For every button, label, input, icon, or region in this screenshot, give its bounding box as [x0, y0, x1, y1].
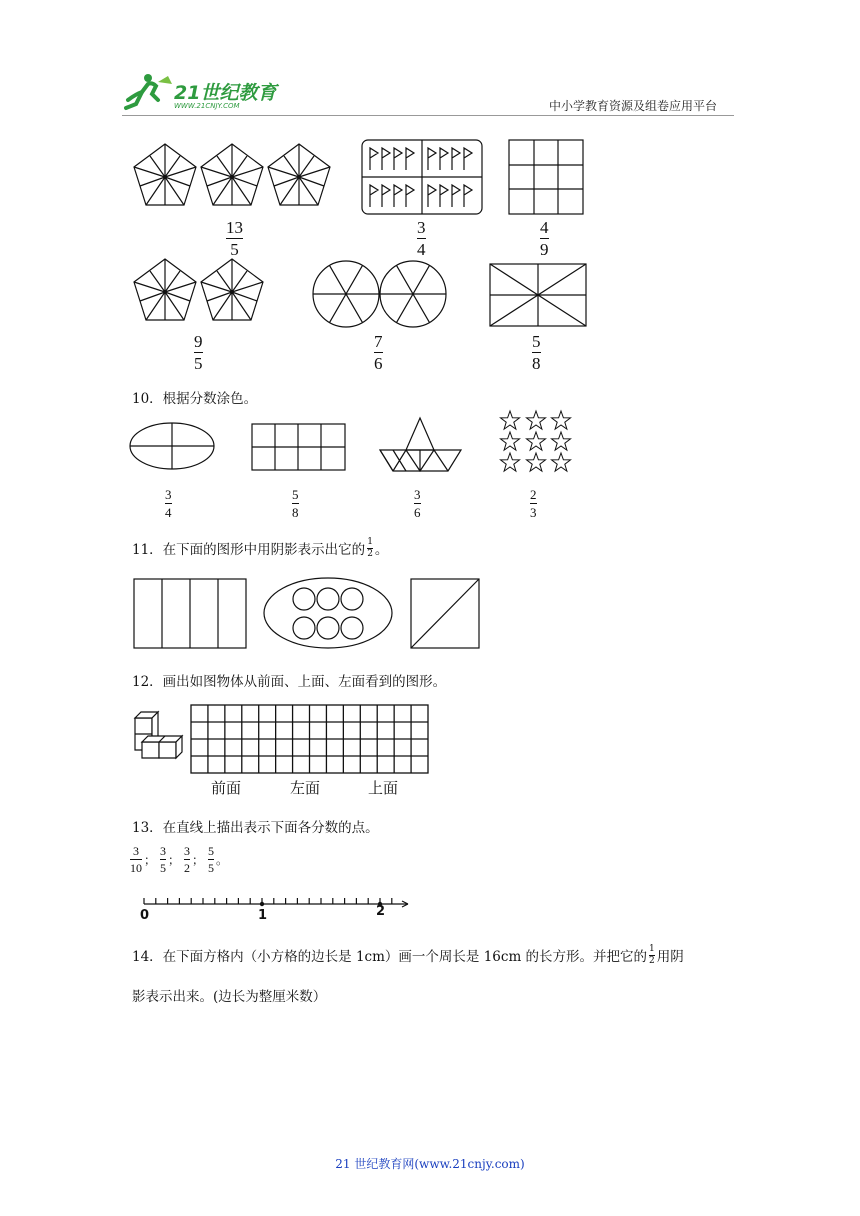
q10-frac-3: 3 6 — [414, 487, 421, 520]
q9-frac-4: 9 5 — [194, 332, 203, 373]
q12-label-left: 左面 — [290, 779, 321, 797]
q13-sep-2: ； — [168, 853, 181, 867]
q9-frac-3: 4 9 — [540, 218, 549, 259]
tick-dot-1 — [260, 902, 264, 906]
q13-frac-1: $\frac{3}{10}$ — [130, 844, 142, 875]
q13-frac-3: $\frac{3}{2}$ — [184, 844, 191, 875]
q12-label-front: 前面 — [211, 779, 242, 797]
q13-frac-4: $\frac{5}{5}$ — [208, 844, 215, 875]
q11-frac: $\frac{1}{2}$ — [367, 537, 373, 559]
q10-text: 10．根据分数涂色。 — [132, 391, 258, 407]
q9-frac-2: 3 4 — [417, 218, 426, 259]
q11-text-after: 。 — [374, 542, 389, 558]
q14-line2: 影表示出来。(边长为整厘米数） — [132, 989, 327, 1005]
q14-frac: $\frac{1}{2}$ — [649, 944, 655, 966]
q10-frac-1: 3 4 — [165, 487, 172, 520]
q10-frac-4: 2 3 — [530, 487, 537, 520]
q14-text — [132, 945, 684, 968]
logo-url: WWW.21CNJY.COM — [174, 102, 240, 110]
q9-frac-5: 7 6 — [374, 332, 383, 373]
q10-frac-2: 5 8 — [292, 487, 299, 520]
q13-sep-3: ； — [192, 853, 205, 867]
header-platform-text: 中小学教育资源及组卷应用平台 — [549, 99, 718, 113]
axis-label-2: 2 — [376, 904, 386, 919]
q13-text: 13．在直线上描出表示下面各分数的点。 — [132, 820, 379, 836]
logo-title: 21世纪教育 — [174, 82, 277, 104]
axis-label-0: 0 — [140, 908, 150, 923]
footer-text: 21 世纪教育网(www.21cnjy.com) — [335, 1157, 525, 1171]
q11-text-before: 11．在下面的图形中用阴影表示出它的 — [132, 542, 366, 558]
q12-text: 12．画出如图物体从前面、上面、左面看到的图形。 — [132, 674, 447, 690]
q13-frac-2: $\frac{3}{5}$ — [160, 844, 167, 875]
axis-label-1: 1 — [258, 908, 268, 923]
q13-sep-1: ； — [144, 853, 157, 867]
q9-frac-6: 5 8 — [532, 332, 541, 373]
q14-text-before: 14．在下面方格内（小方格的边长是 1cm）画一个周长是 16cm 的长方形。并把它的 — [132, 949, 648, 965]
q14-text-after: 用阴 — [656, 949, 684, 965]
q12-label-top: 上面 — [368, 779, 399, 797]
q9-frac-1: 13 5 — [226, 218, 243, 259]
q13-end: 。 — [216, 853, 229, 867]
